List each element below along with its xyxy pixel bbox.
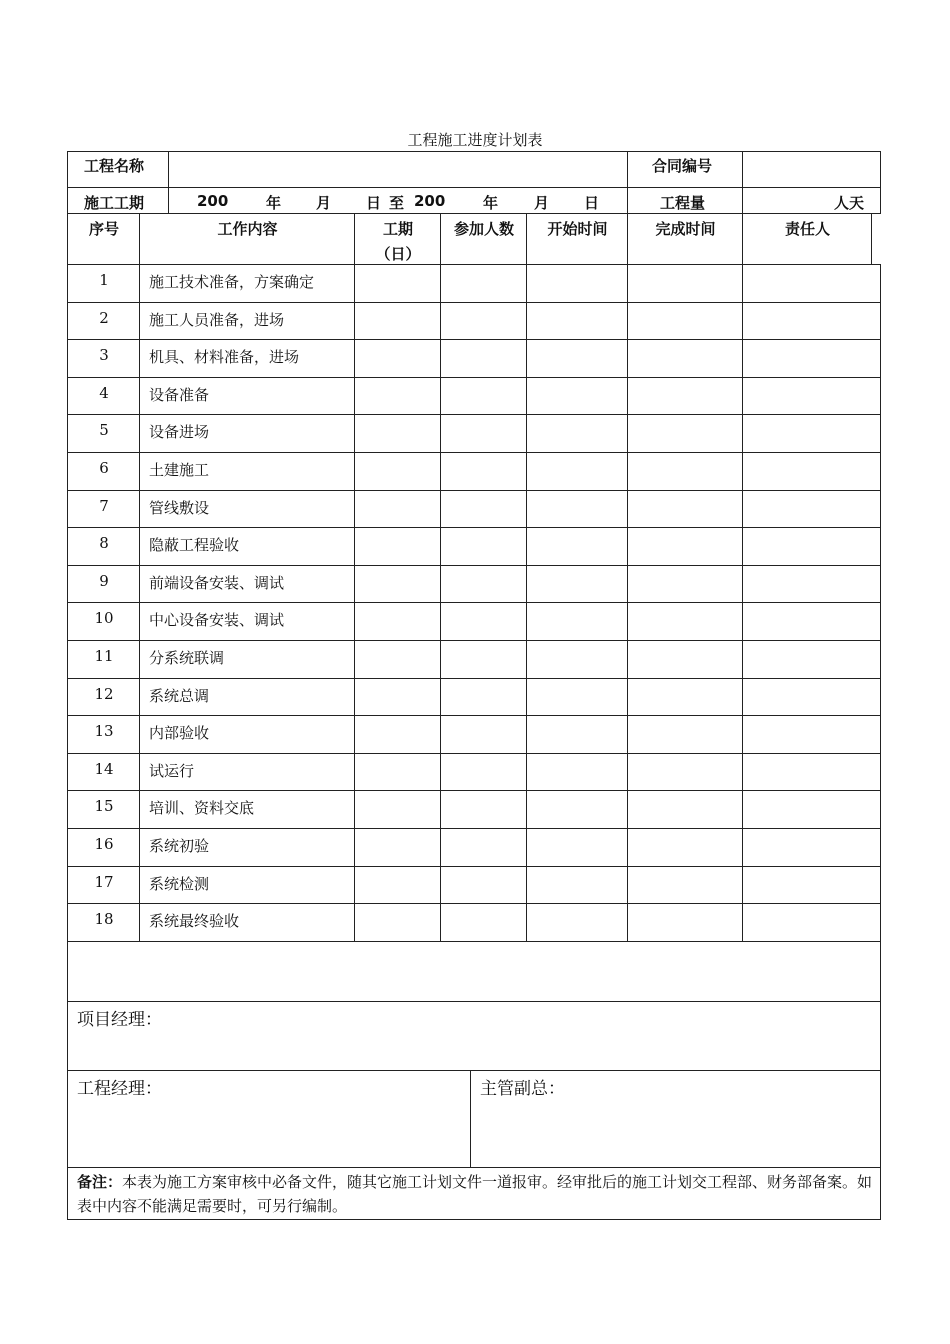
table-line: [67, 678, 881, 679]
period-to: 至: [389, 194, 405, 212]
row-number: 11: [94, 647, 114, 665]
table-line: [67, 640, 881, 641]
contract-no-label: 合同编号: [652, 157, 713, 175]
row-task: 设备准备: [149, 386, 210, 404]
table-line: [67, 602, 881, 603]
table-line: [67, 1070, 881, 1071]
row-task: 分系统联调: [149, 649, 225, 667]
row-task: 前端设备安装、调试: [149, 574, 285, 592]
col-duration: 工期: [382, 220, 413, 238]
project-name-label: 工程名称: [84, 157, 145, 175]
table-line: [67, 715, 881, 716]
table-line: [67, 527, 881, 528]
row-task: 设备进场: [149, 423, 210, 441]
row-task: 施工人员准备，进场: [149, 311, 285, 329]
row-number: 3: [99, 346, 109, 364]
table-line: [67, 1167, 881, 1168]
table-line: [67, 565, 881, 566]
row-number: 9: [99, 572, 109, 590]
table-line: [67, 1219, 881, 1220]
note-text: 本表为施工方案审核中必备文件，随其它施工计划文件一道报审。经审批后的施工计划交工程部、财务部备案。如表中内容不能满足需要时，可另行编制。: [77, 1173, 873, 1215]
period-end-day-unit: 日: [584, 194, 600, 212]
row-number: 16: [94, 835, 114, 853]
workload-label: 工程量: [660, 194, 706, 212]
col-content: 工作内容: [217, 220, 278, 238]
col-headcount: 参加人数: [453, 220, 514, 238]
col-start: 开始时间: [547, 220, 608, 238]
table-line: [67, 1001, 881, 1002]
period-end-year-unit: 年: [483, 194, 499, 212]
col-seq: 序号: [88, 220, 119, 238]
table-line: [67, 941, 881, 942]
row-number: 1: [99, 271, 109, 289]
table-line: [67, 377, 881, 378]
period-start-day-unit: 日: [366, 194, 382, 212]
table-line: [627, 151, 628, 213]
table-line: [627, 213, 628, 941]
row-number: 8: [99, 534, 109, 552]
col-finish: 完成时间: [655, 220, 716, 238]
table-line: [67, 490, 881, 491]
row-number: 14: [94, 760, 114, 778]
row-task: 土建施工: [149, 461, 210, 479]
row-number: 18: [94, 910, 114, 928]
row-number: 10: [94, 609, 114, 627]
row-number: 17: [94, 873, 114, 891]
row-task: 试运行: [149, 762, 195, 780]
deputy-general-signature[interactable]: 主管副总：: [480, 1079, 565, 1099]
col-owner: 责任人: [784, 220, 830, 238]
table-line: [67, 790, 881, 791]
col-duration-unit: （日）: [375, 245, 421, 263]
table-line: [67, 903, 881, 904]
row-number: 12: [94, 685, 114, 703]
form-title: 工程施工进度计划表: [407, 131, 543, 149]
engineering-manager-signature[interactable]: 工程经理：: [77, 1079, 162, 1099]
table-line: [67, 213, 881, 214]
table-line: [67, 452, 881, 453]
table-line: [742, 213, 743, 941]
row-task: 系统初验: [149, 837, 210, 855]
row-task: 系统总调: [149, 687, 210, 705]
table-line: [526, 213, 527, 941]
table-line: [470, 1070, 471, 1167]
table-line: [67, 866, 881, 867]
table-line: [67, 339, 881, 340]
period-start-month-unit: 月: [316, 194, 332, 212]
row-task: 系统检测: [149, 875, 210, 893]
table-line: [67, 302, 881, 303]
period-end-month-unit: 月: [534, 194, 550, 212]
row-task: 隐蔽工程验收: [149, 536, 240, 554]
row-task: 内部验收: [149, 724, 210, 742]
row-number: 5: [99, 421, 109, 439]
row-task: 机具、材料准备，进场: [149, 348, 300, 366]
table-line: [67, 828, 881, 829]
table-line: [440, 213, 441, 941]
period-start-year[interactable]: 200: [197, 192, 229, 210]
period-end-year[interactable]: 200: [414, 192, 446, 210]
table-line: [67, 151, 68, 213]
table-line: [67, 187, 881, 188]
note-label: 备注：: [77, 1173, 123, 1191]
period-start-year-unit: 年: [266, 194, 282, 212]
row-number: 4: [99, 384, 109, 402]
row-number: 13: [94, 722, 114, 740]
row-task: 管线敷设: [149, 499, 210, 517]
row-task: 中心设备安装、调试: [149, 611, 285, 629]
row-task: 培训、资料交底: [149, 799, 255, 817]
row-number: 6: [99, 459, 109, 477]
table-line: [354, 213, 355, 941]
table-line: [168, 151, 169, 213]
table-line: [742, 151, 743, 213]
row-task: 系统最终验收: [149, 912, 240, 930]
table-line: [67, 414, 881, 415]
table-line: [880, 264, 881, 1219]
row-task: 施工技术准备，方案确定: [149, 273, 315, 291]
row-number: 15: [94, 797, 114, 815]
workload-unit: 人天: [834, 194, 865, 212]
table-line: [67, 264, 880, 265]
table-line: [67, 151, 881, 152]
row-number: 7: [99, 497, 109, 515]
period-label: 施工工期: [84, 194, 145, 212]
table-line: [67, 753, 881, 754]
row-number: 2: [99, 309, 109, 327]
note: [77, 1170, 875, 1218]
table-line: [880, 151, 881, 213]
project-manager-signature[interactable]: 项目经理：: [77, 1010, 162, 1030]
